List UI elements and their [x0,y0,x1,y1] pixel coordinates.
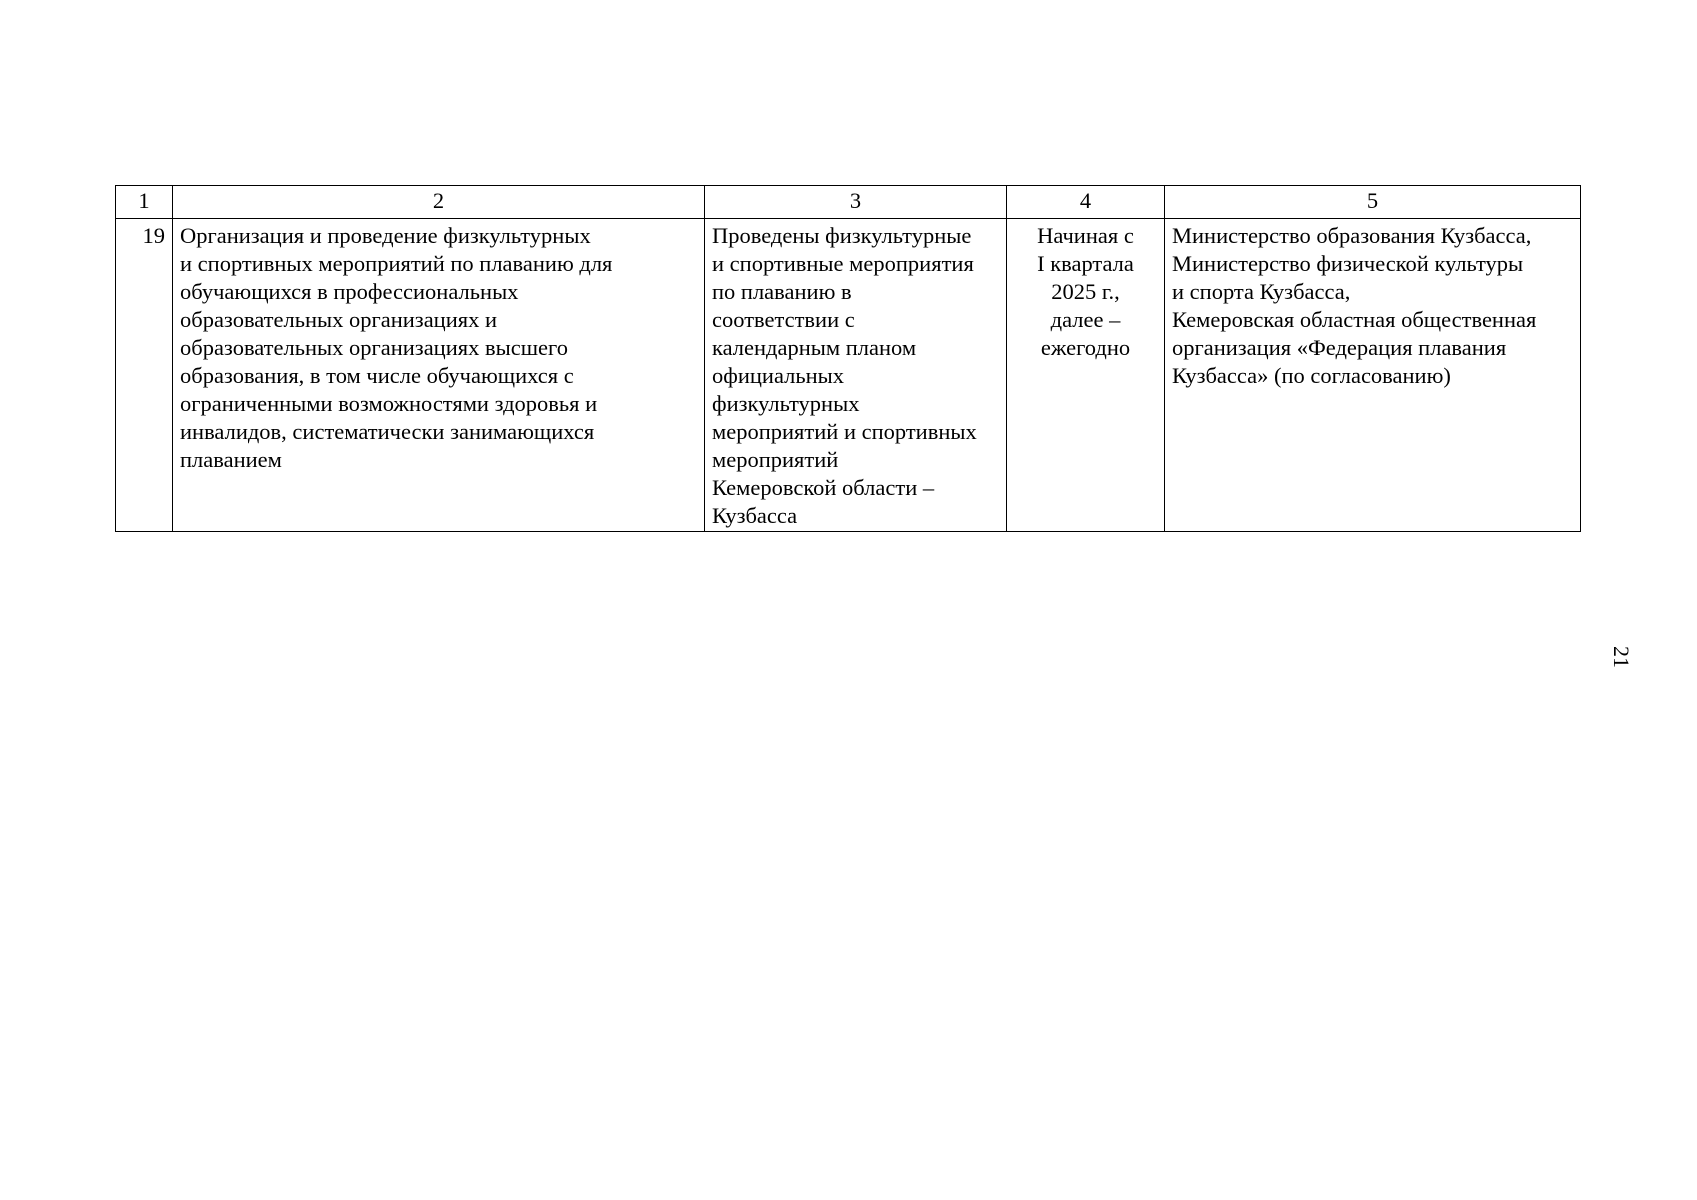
result-cell [705,219,1007,532]
row-number-text: 19 [142,223,165,248]
responsible-text: Министерство образования Кузбасса, Министерство физической культуры и спорта Кузбасса, Кемеровская областная общественная организация «Федерация плавания Кузбасса» (по согласованию) [1172,223,1537,388]
responsible-cell [1165,219,1581,532]
header-col-1: 1 [116,186,173,219]
header-col-3: 3 [705,186,1007,219]
header-col-5: 5 [1165,186,1581,219]
header-col-4: 4 [1007,186,1165,219]
table-row [116,219,1581,532]
event-cell [173,219,705,532]
page-number: 21 [1609,646,1634,668]
term-text: Начиная с I квартала 2025 г., далее – ежегодно [1037,223,1134,360]
plan-table [115,185,1581,532]
event-text: Организация и проведение физкультурных и спортивных мероприятий по плаванию для обучающихся в профессиональных образовательных организациях и образовательных организациях высшего образования, в том числе обучающихся с ограниченными возможностями здоровья и инвалидов, систематически занимающихся плаванием [180,223,613,472]
term-cell [1007,219,1165,532]
row-number [116,219,173,532]
table-header-row [116,186,1581,219]
result-text: Проведены физкультурные и спортивные мероприятия по плаванию в соответствии с календарным планом официальных физкультурных мероприятий и спортивных мероприятий Кемеровской области – Кузбасса [712,223,977,528]
header-col-2: 2 [173,186,705,219]
